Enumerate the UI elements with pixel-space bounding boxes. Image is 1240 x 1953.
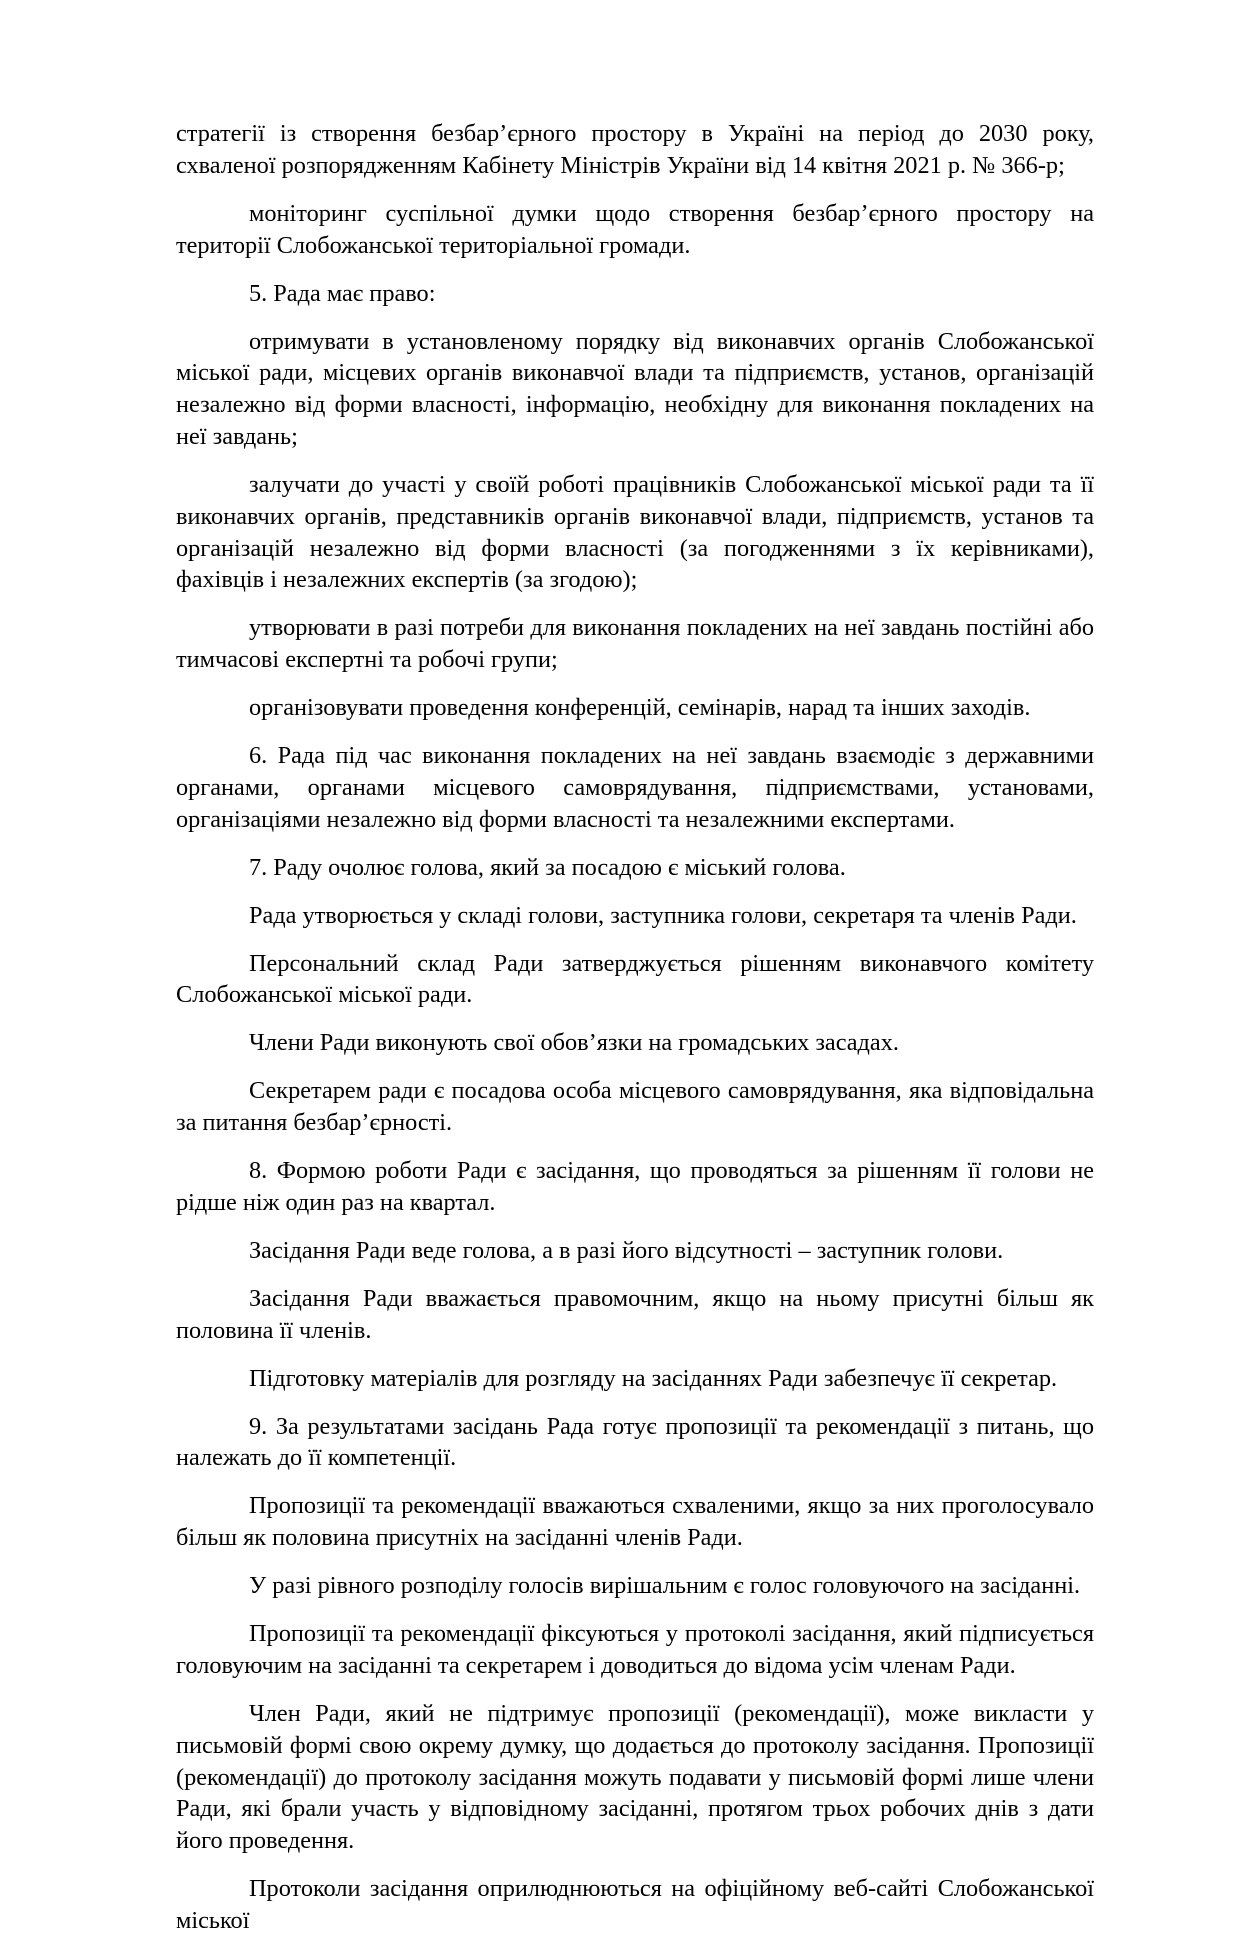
paragraph-protocol-publication: Протоколи засідання оприлюднюються на офіційному веб-сайті Слобожанської міської — [176, 1875, 1094, 1934]
paragraph-strategy-continuation: стратегії із створення безбар’єрного простору в Україні на період до 2030 року, схваленої розпорядженням Кабінету Міністрів України від 14 квітня 2021 р. № 366-р; — [176, 120, 1094, 179]
paragraph-section-8: 8. Формою роботи Ради є засідання, що проводяться за рішенням її голови не рідше ніж один раз на квартал. — [176, 1157, 1094, 1216]
paragraph-council-composition: Рада утворюється у складі голови, заступника голови, секретаря та членів Ради. — [249, 901, 1077, 929]
paragraph-right-create-groups: утворювати в разі потреби для виконання покладених на неї завдань постійні або тимчасові експертні та робочі групи; — [176, 614, 1094, 674]
paragraph-section-7: 7. Раду очолює голова, який за посадою є міський голова. — [249, 853, 846, 881]
paragraph-section-6: 6. Рада під час виконання покладених на неї завдань взаємодіє з державними органами, органами місцевого самоврядування, підприємствами, установами, організаціями незалежно від форми власності та незалежними експертами. — [176, 742, 1094, 833]
paragraph-section-9: 9. За результатами засідань Рада готує пропозиції та рекомендації з питань, що належать до її компетенції. — [176, 1412, 1094, 1472]
paragraph-public-opinion-monitoring: моніторинг суспільної думки щодо створення безбар’єрного простору на території Слобожанської територіальної громади. — [176, 199, 1094, 259]
paragraph-dissenting-opinion: Член Ради, який не підтримує пропозиції (рекомендації), може викласти у письмовій формі свою окрему думку, що додається до протоколу засідання. Пропозиції (рекомендації) до протоколу засідання можуть подавати у письмовій формі лише члени Ради, які брали участь у відповідному засіданні, протягом трьох робочих днів з дати його проведення. — [176, 1700, 1094, 1855]
paragraph-meeting-chair: Засідання Ради веде голова, а в разі його відсутності – заступник голови. — [249, 1236, 1004, 1264]
paragraph-secretary: Секретарем ради є посадова особа місцевого самоврядування, яка відповідальна за питання безбар’єрності. — [176, 1077, 1094, 1137]
paragraph-materials-preparation: Підготовку матеріалів для розгляду на засіданнях Ради забезпечує її секретар. — [249, 1364, 1058, 1392]
paragraph-section-5-heading: 5. Рада має право: — [249, 279, 436, 307]
document-page — [176, 118, 1094, 1953]
paragraph-right-organize-events: організовувати проведення конференцій, семінарів, нарад та інших заходів. — [249, 694, 1031, 722]
paragraph-personal-composition: Персональний склад Ради затверджується рішенням виконавчого комітету Слобожанської міської ради. — [176, 949, 1094, 1009]
paragraph-protocol-recording: Пропозиції та рекомендації фіксуються у протоколі засідання, який підписується головуючим на засіданні та секретарем і доводиться до відома усім членам Ради. — [176, 1620, 1094, 1680]
paragraph-right-involve-participants: залучати до участі у своїй роботі працівників Слобожанської міської ради та її виконавчих органів, представників органів виконавчої влади, підприємств, установ та організацій незалежно від форми власності (за погодженнями з їх керівниками), фахівців і незалежних експертів (за згодою); — [176, 470, 1094, 594]
paragraph-quorum: Засідання Ради вважається правомочним, якщо на ньому присутні більш як половина її членів. — [176, 1284, 1094, 1344]
paragraph-tie-vote: У разі рівного розподілу голосів вирішальним є голос головуючого на засіданні. — [249, 1572, 1081, 1600]
paragraph-right-receive-information: отримувати в установленому порядку від виконавчих органів Слобожанської міської ради, місцевих органів виконавчої влади та підприємств, установ, організацій незалежно від форми власності, інформацію, необхідну для виконання покладених на неї завдань; — [176, 327, 1094, 450]
paragraph-approval-rule: Пропозиції та рекомендації вважаються схваленими, якщо за них проголосувало більш як половина присутніх на засіданні членів Ради. — [176, 1492, 1094, 1552]
paragraph-members-duties: Члени Ради виконують свої обов’язки на громадських засадах. — [249, 1029, 899, 1057]
